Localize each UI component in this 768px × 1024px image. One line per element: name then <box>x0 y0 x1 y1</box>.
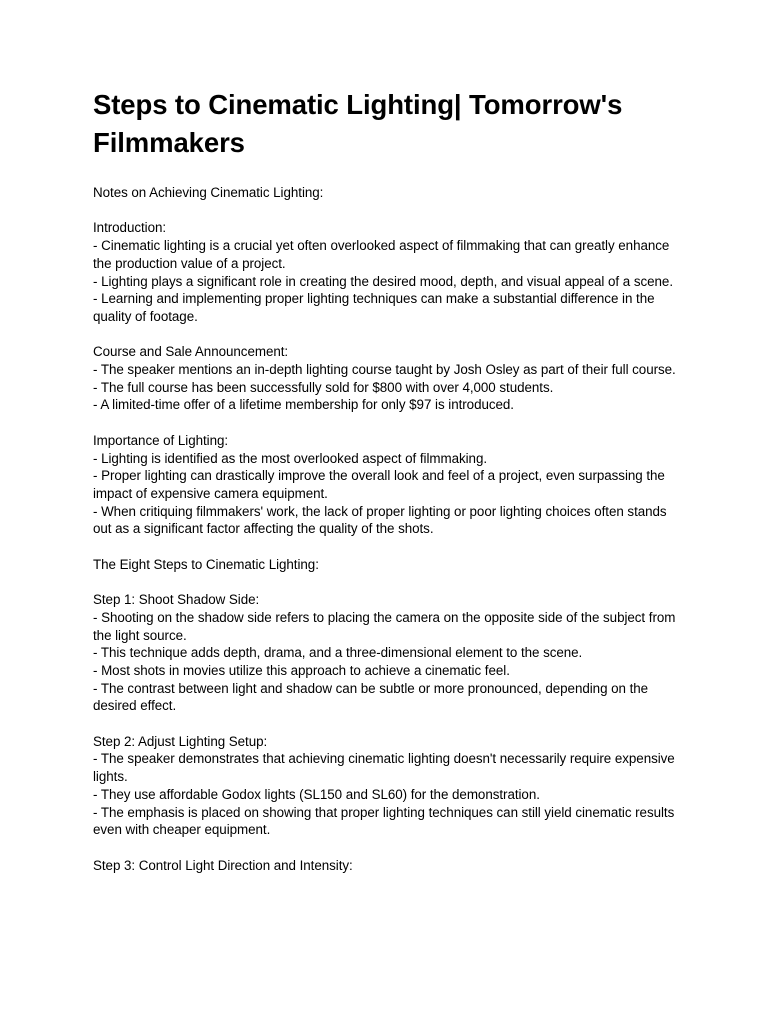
section-heading: Step 3: Control Light Direction and Intensity: <box>93 857 353 873</box>
section-heading: Step 2: Adjust Lighting Setup: <box>93 733 268 749</box>
paragraph-gap <box>93 326 683 344</box>
bullet-line: - The speaker demonstrates that achieving cinematic lighting doesn't necessarily require expensive lights. <box>93 751 675 785</box>
bullet-line: - The full course has been successfully sold for $800 with over 4,000 students. <box>93 379 554 395</box>
paragraph-gap <box>93 715 683 733</box>
section-heading: Course and Sale Announcement: <box>93 344 289 360</box>
paragraph-gap <box>93 839 683 857</box>
bullet-line: - This technique adds depth, drama, and a three-dimensional element to the scene. <box>93 645 583 661</box>
bullet-line: - Proper lighting can drastically improve the overall look and feel of a project, even surpassing the impact of expensive camera equipment. <box>93 468 665 501</box>
bullet-line: - Shooting on the shadow side refers to placing the camera on the opposite side of the subject from the light source. <box>93 609 676 643</box>
section-heading: The Eight Steps to Cinematic Lighting: <box>93 556 319 572</box>
section-heading: Introduction: <box>93 220 167 236</box>
paragraph-gap <box>93 414 683 432</box>
bullet-line: - When critiquing filmmakers' work, the lack of proper lighting or poor lighting choices often stands out as a significant factor affecting the quality of the shots. <box>93 503 667 537</box>
bullet-line: - Learning and implementing proper lighting techniques can make a substantial difference in the quality of footage. <box>93 291 655 324</box>
paragraph-gap <box>93 538 683 556</box>
paragraph-gap <box>93 573 683 591</box>
document-title: Steps to Cinematic Lighting| Tomorrow's Filmmakers <box>93 89 623 158</box>
bullet-line: - The contrast between light and shadow can be subtle or more pronounced, depending on the desired effect. <box>93 680 649 714</box>
bullet-line: - Cinematic lighting is a crucial yet often overlooked aspect of filmmaking that can greatly enhance the production value of a project. <box>93 238 670 271</box>
paragraph-gap <box>93 202 683 220</box>
document-body <box>93 184 683 874</box>
bullet-line: - Lighting plays a significant role in creating the desired mood, depth, and visual appeal of a scene. <box>93 273 673 289</box>
bullet-line: - They use affordable Godox lights (SL150 and SL60) for the demonstration. <box>93 786 540 802</box>
bullet-line: - The emphasis is placed on showing that proper lighting techniques can still yield cinematic results even with cheaper equipment. <box>93 804 675 838</box>
document-page <box>93 86 683 874</box>
bullet-line: - Lighting is identified as the most overlooked aspect of filmmaking. <box>93 450 488 466</box>
bullet-line: - A limited-time offer of a lifetime membership for only $97 is introduced. <box>93 397 514 413</box>
section-heading: Notes on Achieving Cinematic Lighting: <box>93 185 324 200</box>
section-heading: Importance of Lighting: <box>93 432 229 448</box>
bullet-line: - The speaker mentions an in-depth lighting course taught by Josh Osley as part of their full course. <box>93 362 676 377</box>
section-heading: Step 1: Shoot Shadow Side: <box>93 592 260 608</box>
bullet-line: - Most shots in movies utilize this approach to achieve a cinematic feel. <box>93 662 510 678</box>
